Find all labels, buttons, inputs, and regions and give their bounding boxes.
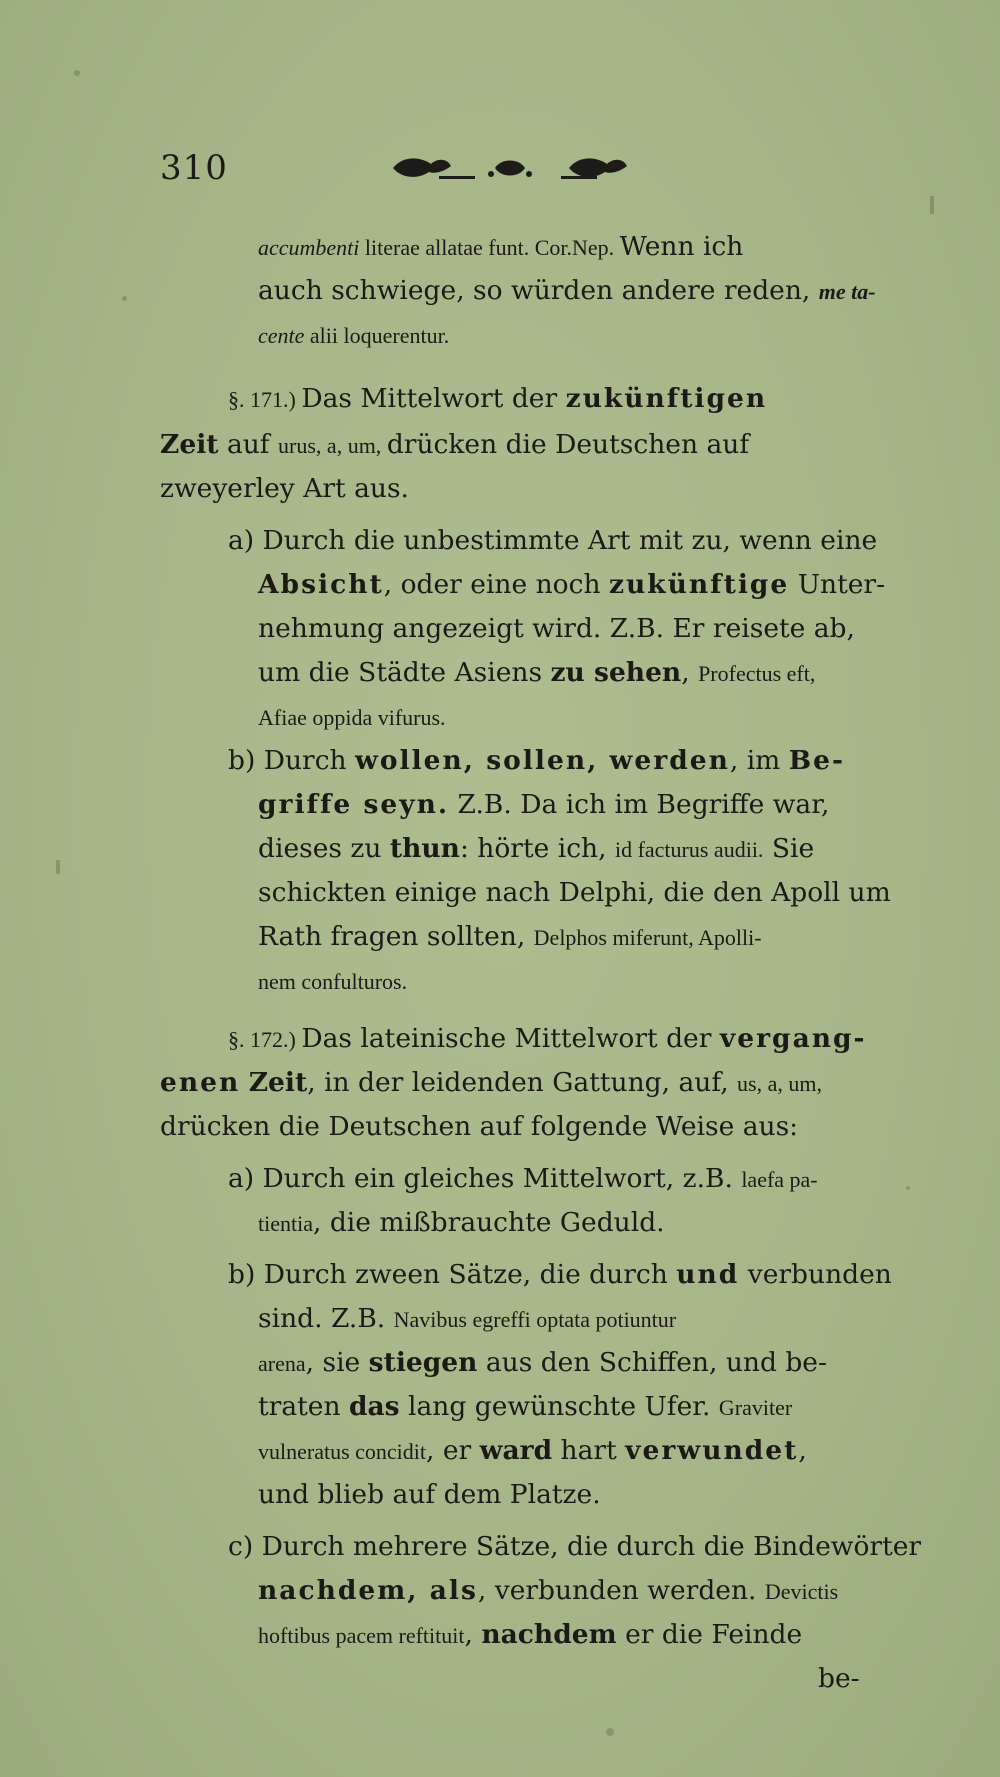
text-segment: literae allatae funt. Cor.Nep. — [359, 235, 620, 260]
text-line — [258, 566, 885, 604]
text-segment: ward — [479, 1435, 553, 1466]
text-line — [258, 654, 815, 693]
text-line — [160, 1108, 798, 1146]
text-segment: urus, a, um, — [278, 433, 387, 458]
text-segment: stiegen — [368, 1347, 478, 1378]
text-segment: Navibus egreffi optata potiuntur — [393, 1307, 677, 1332]
text-segment: sind. Z.B. — [258, 1303, 394, 1334]
text-segment: , in der leidenden Gattung, auf, — [307, 1067, 738, 1098]
text-segment: drücken die Deutschen auf folgende Weise aus: — [160, 1111, 799, 1142]
text-line — [258, 1300, 676, 1339]
text-line — [258, 1616, 802, 1655]
text-segment: , er — [426, 1435, 480, 1466]
text-segment: Be- — [788, 745, 845, 776]
text-segment: drücken die Deutschen auf — [386, 429, 750, 460]
text-segment — [240, 1067, 248, 1098]
text-segment: auf — [218, 429, 279, 460]
text-segment: lang gewünschte Ufer. — [399, 1391, 719, 1422]
text-segment: cente — [258, 323, 305, 348]
text-line — [228, 380, 767, 419]
text-line — [228, 742, 845, 780]
text-segment: b) Durch — [228, 745, 356, 776]
text-segment: Afiae oppida vifurus. — [258, 705, 446, 730]
text-segment: verwundet — [625, 1435, 799, 1466]
text-line — [258, 1476, 601, 1514]
text-segment: auch schwiege, so würden andere reden, — [258, 275, 819, 306]
text-segment: Z.B. Da ich im Begriffe war, — [449, 789, 830, 820]
text-segment: c) Durch mehrere Sätze, die durch die Bindewörter — [228, 1531, 922, 1562]
text-segment: Das Mittelwort der — [301, 383, 566, 414]
text-segment: laefa pa- — [741, 1167, 818, 1192]
text-segment: das — [348, 1391, 400, 1422]
text-line — [258, 698, 446, 737]
text-segment: traten — [258, 1391, 349, 1422]
text-segment: zukünftige — [608, 569, 790, 600]
text-line — [258, 1572, 838, 1611]
text-segment: er die Feinde — [616, 1619, 803, 1650]
text-line — [818, 1660, 860, 1698]
text-segment: §. 172.) — [228, 1027, 302, 1052]
text-segment: enen — [160, 1067, 241, 1098]
text-segment: Unter- — [789, 569, 886, 600]
text-segment: Zeit — [160, 429, 219, 460]
text-segment: , — [798, 1435, 807, 1466]
text-segment: , oder eine noch — [383, 569, 609, 600]
text-line — [258, 1432, 807, 1471]
text-segment: verbunden — [739, 1259, 892, 1290]
text-segment: schickten einige nach Delphi, die den Apoll um — [258, 877, 891, 908]
text-line — [258, 1388, 792, 1427]
text-segment: hart — [552, 1435, 626, 1466]
text-segment: Absicht — [258, 569, 384, 600]
text-line — [258, 830, 814, 869]
text-segment: aus den Schiffen, und be- — [477, 1347, 827, 1378]
text-segment: Rath fragen sollten, — [258, 921, 534, 952]
text-segment: accumbenti — [258, 235, 360, 260]
text-segment: Profectus eft, — [698, 661, 816, 686]
text-segment: nachdem, als — [258, 1575, 478, 1606]
text-segment: zweyerley Art aus. — [160, 473, 409, 504]
text-line — [160, 470, 409, 508]
text-segment: nehmung angezeigt wird. Z.B. Er reisete ab, — [258, 613, 855, 644]
text-segment: dieses zu — [258, 833, 390, 864]
text-segment: §. 171.) — [228, 387, 302, 412]
text-line — [258, 874, 891, 912]
text-line — [258, 610, 855, 648]
text-segment: zukünftigen — [565, 383, 768, 414]
text-line — [228, 1020, 867, 1059]
text-segment: thun — [389, 833, 460, 864]
ornament-divider-icon — [385, 150, 635, 186]
text-line — [258, 962, 407, 1001]
text-line — [258, 228, 743, 267]
text-segment: , verbunden werden. — [477, 1575, 765, 1606]
text-line — [228, 1528, 921, 1566]
text-segment: vulneratus concidit — [258, 1439, 427, 1464]
text-segment: nachdem — [481, 1619, 617, 1650]
text-segment: a) Durch die unbestimmte Art mit zu, wenn eine — [228, 525, 878, 556]
text-segment: Das lateinische Mittelwort der — [301, 1023, 720, 1054]
text-line — [228, 1160, 818, 1199]
text-line — [258, 1344, 827, 1383]
text-segment: nem confulturos. — [258, 969, 408, 994]
text-segment: , — [464, 1619, 482, 1650]
text-segment: wollen, sollen, werden — [355, 745, 730, 776]
page-number: 310 — [160, 148, 228, 188]
text-segment: : hörte ich, — [459, 833, 615, 864]
text-segment: be- — [818, 1663, 860, 1694]
text-line — [160, 1064, 822, 1103]
text-segment: , sie — [305, 1347, 369, 1378]
text-line — [258, 316, 449, 355]
text-line — [228, 522, 877, 560]
text-segment: zu sehen — [550, 657, 682, 688]
text-segment: arena — [258, 1351, 306, 1376]
text-segment: a) Durch ein gleiches Mittelwort, z.B. — [228, 1163, 742, 1194]
text-segment: , im — [729, 745, 789, 776]
text-segment: Devictis — [764, 1579, 839, 1604]
text-segment: und blieb auf dem Platze. — [258, 1479, 601, 1510]
text-segment: um die Städte Asiens — [258, 657, 551, 688]
text-line — [228, 1256, 892, 1294]
text-segment: Wenn ich — [619, 231, 744, 262]
text-segment: vergang- — [719, 1023, 867, 1054]
page-header — [160, 148, 880, 192]
text-segment: Delphos miferunt, Apolli- — [533, 925, 762, 950]
text-line — [258, 786, 829, 824]
text-segment: , die mißbrauchte Geduld. — [312, 1207, 665, 1238]
text-line — [258, 272, 876, 311]
text-segment: Graviter — [718, 1395, 793, 1420]
text-segment: , — [681, 657, 699, 688]
text-segment: id facturus audii. — [614, 837, 764, 862]
text-segment: Sie — [763, 833, 815, 864]
text-segment: und — [676, 1259, 740, 1290]
text-line — [258, 918, 762, 957]
text-segment: Zeit — [248, 1067, 308, 1098]
text-segment: alii loquerentur. — [304, 323, 450, 348]
text-segment: hoftibus pacem reftituit — [258, 1623, 465, 1648]
text-segment: tientia — [258, 1211, 313, 1236]
text-segment: me ta- — [818, 279, 876, 304]
text-segment: us, a, um, — [737, 1071, 822, 1096]
text-segment: griffe seyn. — [258, 789, 450, 820]
text-segment: b) Durch zween Sätze, die durch — [228, 1259, 677, 1290]
text-line — [160, 426, 749, 465]
text-line — [258, 1204, 665, 1243]
